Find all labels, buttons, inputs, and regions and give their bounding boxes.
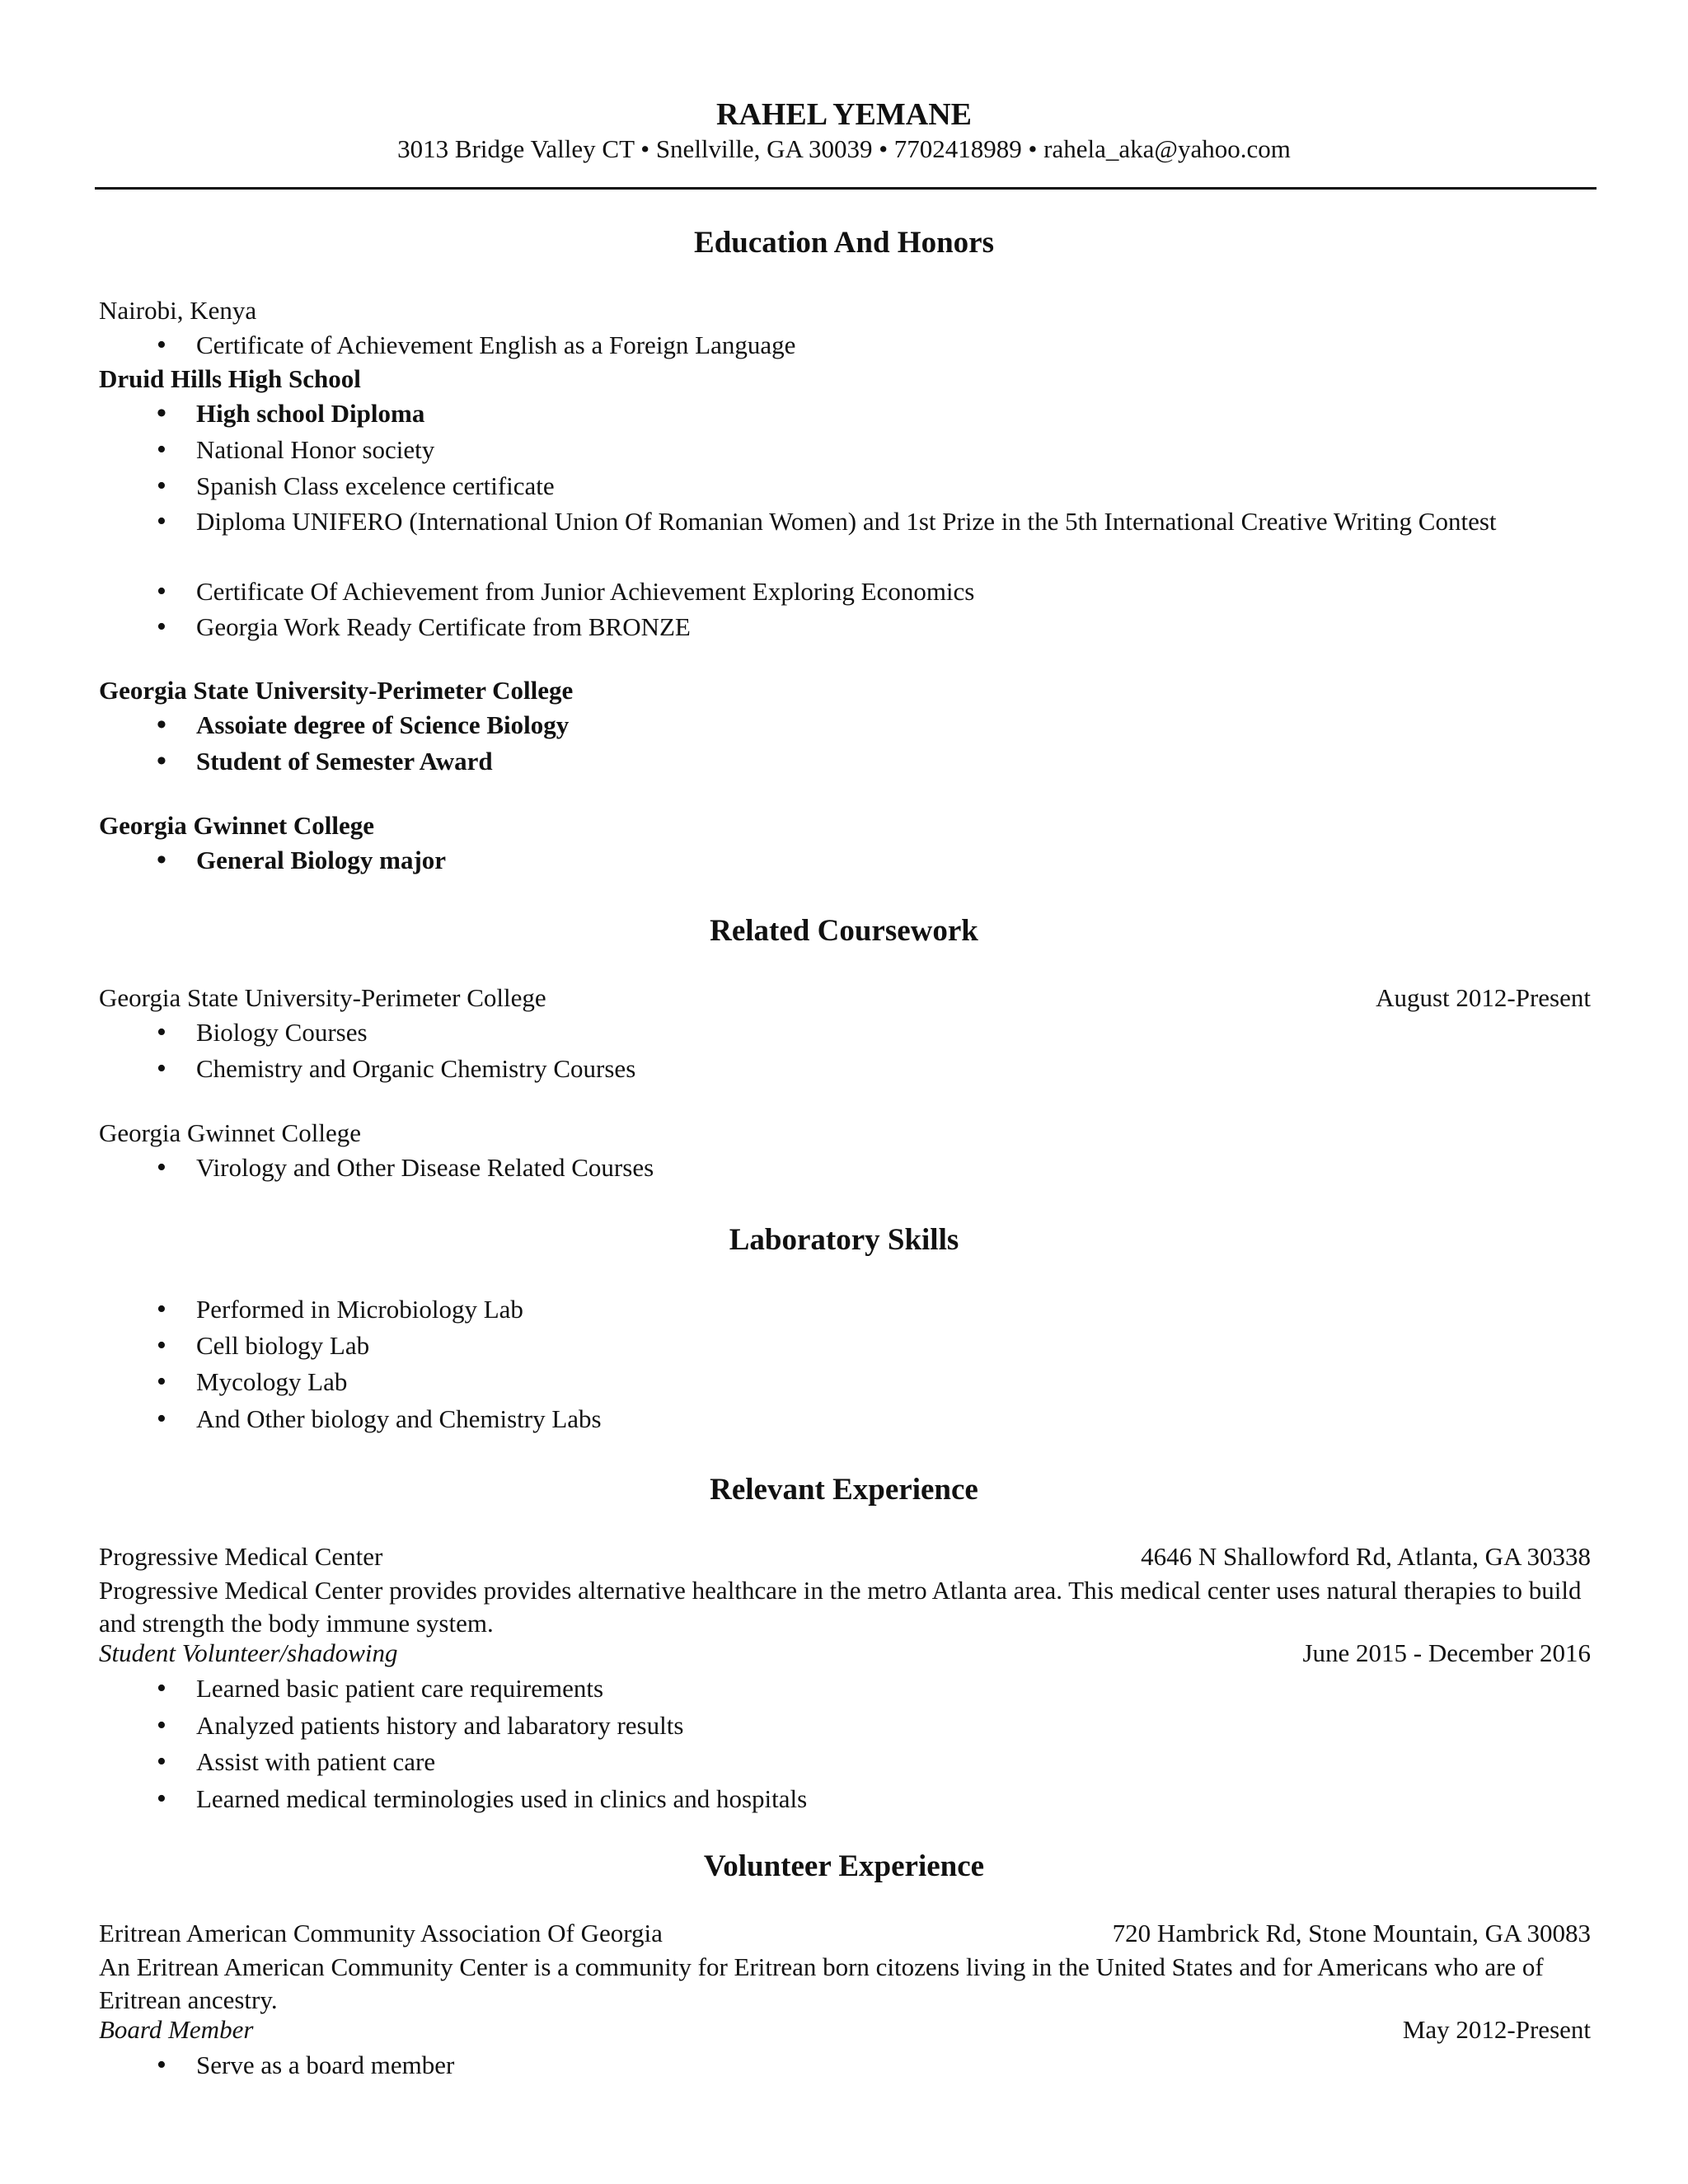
list-item: • Learned medical terminologies used in clinics and hospitals: [157, 1783, 808, 1814]
bullet-icon: •: [157, 398, 166, 429]
bullet-icon: •: [157, 1746, 166, 1777]
list-item: • Student of Semester Award: [157, 746, 493, 776]
coursework-ggc: Georgia Gwinnet College: [99, 1118, 361, 1147]
list-item: • Performed in Microbiology Lab: [157, 1294, 523, 1324]
coursework-gsu-dates: August 2012-Present: [1376, 983, 1591, 1012]
list-item: • Serve as a board member: [157, 2050, 455, 2080]
volunteer-role: Board Member: [99, 2015, 254, 2044]
volunteer-org: Eritrean American Community Association Of Georgia: [99, 1919, 663, 1947]
relevant-address: 4646 N Shallowford Rd, Atlanta, GA 30338: [1141, 1542, 1591, 1571]
coursework-gsu: Georgia State University-Perimeter College: [99, 983, 546, 1012]
section-title-coursework: Related Coursework: [710, 914, 978, 948]
applicant-name: RAHEL YEMANE: [715, 97, 972, 132]
bullet-icon: •: [157, 1017, 166, 1047]
list-item: • General Biology major: [157, 845, 447, 875]
education-druid-hills: Druid Hills High School: [99, 364, 361, 393]
education-gsu: Georgia State University-Perimeter College: [99, 676, 574, 705]
list-item: • Certificate of Achievement English as a Foreign Language: [157, 330, 796, 360]
bullet-icon: •: [157, 2050, 166, 2080]
bullet-icon: •: [157, 1053, 166, 1084]
list-item: • Cell biology Lab: [157, 1330, 370, 1361]
list-item: • Diploma UNIFERO (International Union Of Romanian Women) and 1st Prize in the 5th International Creative Writing Contest: [157, 506, 1497, 537]
list-item: • Assoiate degree of Science Biology: [157, 710, 570, 740]
list-item: • Learned basic patient care requirements: [157, 1673, 604, 1704]
bullet-icon: •: [157, 1404, 166, 1434]
relevant-org: Progressive Medical Center: [99, 1542, 383, 1571]
section-title-relevant-experience: Relevant Experience: [710, 1473, 978, 1507]
relevant-dates: June 2015 - December 2016: [1302, 1638, 1591, 1667]
list-item: • Mycology Lab: [157, 1366, 348, 1397]
bullet-icon: •: [157, 710, 166, 740]
bullet-icon: •: [157, 434, 166, 465]
list-item: • Virology and Other Disease Related Courses: [157, 1152, 654, 1183]
bullet-icon: •: [157, 330, 166, 360]
contact-line: 3013 Bridge Valley CT • Snellville, GA 30039 • 7702418989 • rahela_aka@yahoo.com: [397, 134, 1291, 163]
list-item: • Georgia Work Ready Certificate from BRONZE: [157, 612, 691, 642]
list-item: • Chemistry and Organic Chemistry Courses: [157, 1053, 636, 1084]
list-item: • Biology Courses: [157, 1017, 368, 1047]
list-item: • Spanish Class excelence certificate: [157, 471, 555, 501]
education-nairobi: Nairobi, Kenya: [99, 296, 257, 325]
bullet-icon: •: [157, 576, 166, 607]
list-item: • Analyzed patients history and labaratory results: [157, 1710, 684, 1741]
bullet-icon: •: [157, 1366, 166, 1397]
bullet-icon: •: [157, 1152, 166, 1183]
bullet-icon: •: [157, 1330, 166, 1361]
list-item: • National Honor society: [157, 434, 435, 465]
bullet-icon: •: [157, 1783, 166, 1814]
bullet-icon: •: [157, 1673, 166, 1704]
list-item: • Certificate Of Achievement from Junior Achievement Exploring Economics: [157, 576, 975, 607]
bullet-icon: •: [157, 1710, 166, 1741]
bullet-icon: •: [157, 471, 166, 501]
bullet-icon: •: [157, 612, 166, 642]
section-title-education: Education And Honors: [694, 226, 994, 260]
volunteer-address: 720 Hambrick Rd, Stone Mountain, GA 30083: [1112, 1919, 1591, 1947]
relevant-role: Student Volunteer/shadowing: [99, 1638, 398, 1667]
bullet-icon: •: [157, 746, 166, 776]
relevant-description: Progressive Medical Center provides provides alternative healthcare in the metro Atlanta area. This medical center uses natural therapies to build and strength the body immune system.: [99, 1576, 1582, 1638]
volunteer-dates: May 2012-Present: [1402, 2015, 1591, 2044]
list-item: • Assist with patient care: [157, 1746, 436, 1777]
section-title-volunteer-experience: Volunteer Experience: [703, 1849, 985, 1883]
list-item: • High school Diploma: [157, 398, 425, 429]
volunteer-description: An Eritrean American Community Center is a community for Eritrean born citozens living in the United States and for Americans who are of Eritrean ancestry.: [99, 1952, 1544, 2014]
bullet-icon: •: [157, 506, 166, 537]
bullet-icon: •: [157, 1294, 166, 1324]
section-title-lab: Laboratory Skills: [729, 1223, 959, 1257]
education-ggc: Georgia Gwinnet College: [99, 811, 375, 840]
list-item: • And Other biology and Chemistry Labs: [157, 1404, 602, 1434]
bullet-icon: •: [157, 845, 166, 875]
header-divider: [95, 187, 1597, 190]
